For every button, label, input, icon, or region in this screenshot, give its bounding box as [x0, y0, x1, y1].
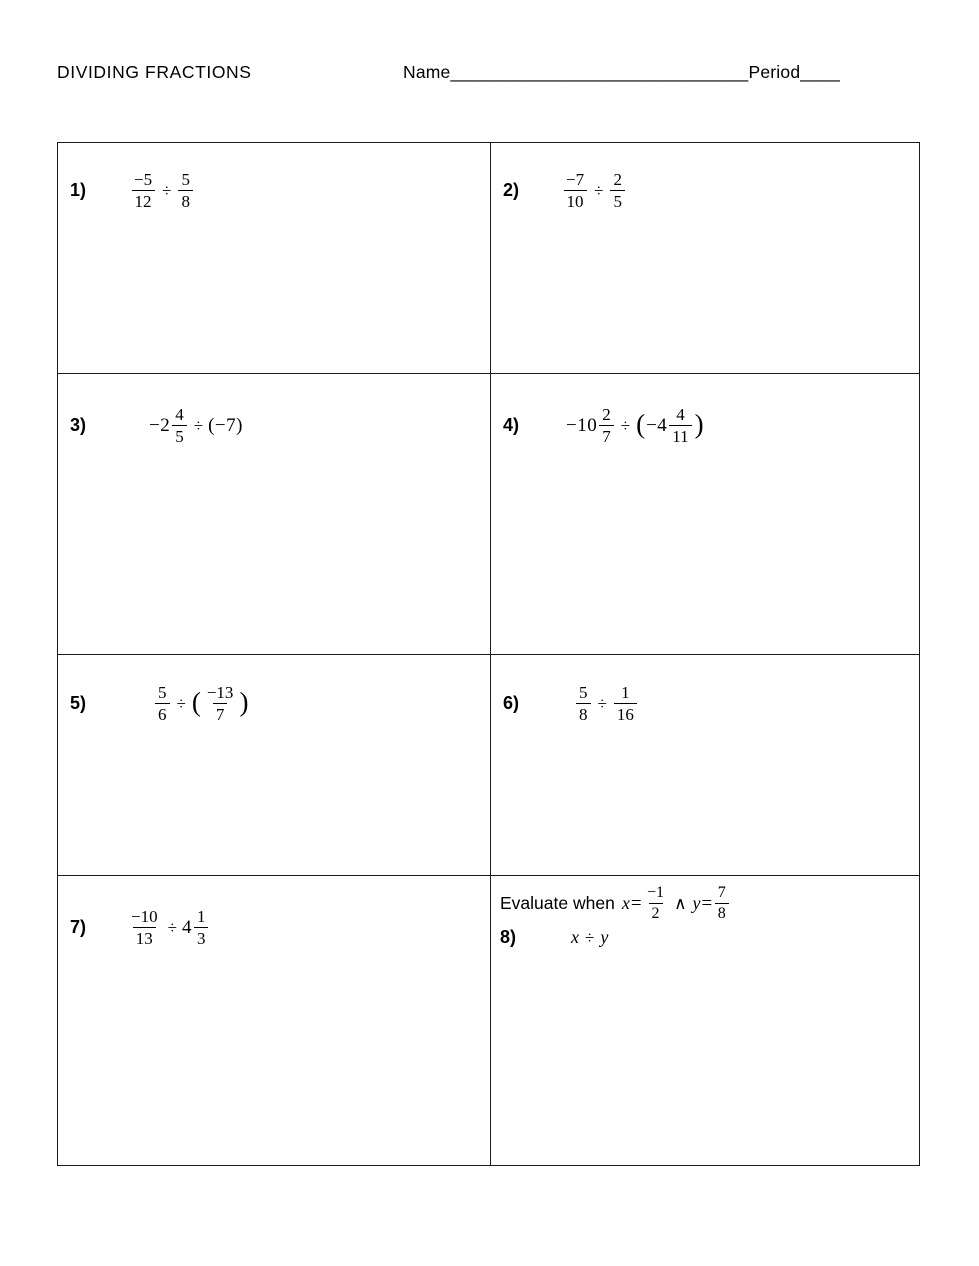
denominator: 7 [213, 703, 228, 725]
problem-1 [70, 143, 490, 212]
operator: ÷ [176, 693, 186, 713]
name-blank: ______________________________ [450, 62, 749, 82]
problem-cell-8 [490, 875, 919, 1165]
problem-7 [70, 876, 490, 949]
numerator: −7 [566, 170, 585, 189]
math-variable: x [571, 927, 579, 947]
fraction [599, 404, 614, 447]
denominator: 8 [576, 703, 591, 725]
problem-8 [500, 927, 919, 948]
fraction [204, 682, 237, 725]
problem-cell-6 [490, 654, 919, 875]
fraction [172, 404, 187, 447]
fraction [194, 906, 209, 949]
fraction [614, 682, 637, 725]
denominator: 6 [155, 703, 170, 725]
numerator: 5 [579, 683, 588, 702]
page-title: DIVIDING FRACTIONS [57, 62, 252, 82]
evaluate-text: Evaluate when [500, 893, 615, 913]
denominator: 5 [610, 190, 625, 212]
math-text: −2 [149, 414, 171, 436]
problem-expression [561, 169, 627, 212]
problem-cell-2 [490, 143, 919, 373]
operator: ÷ [193, 415, 204, 435]
fraction [131, 169, 155, 212]
problem-expression [570, 927, 609, 948]
parenthesis: ) [239, 687, 249, 717]
denominator: 10 [564, 190, 587, 212]
math-variable: x [621, 893, 630, 913]
denominator: 5 [172, 425, 187, 447]
problem-cell-1 [58, 143, 490, 373]
problem-expression [126, 906, 210, 949]
operator: ÷ [620, 415, 631, 435]
operator: ÷ [167, 917, 177, 937]
problem-cell-7 [58, 875, 490, 1165]
problem-3 [70, 374, 490, 447]
operator: ∧ [674, 893, 687, 913]
problem-cell-5 [58, 654, 490, 875]
fraction [715, 883, 729, 924]
operator: ÷ [585, 927, 595, 947]
math-text: −4 [646, 414, 668, 436]
fraction [644, 883, 667, 924]
numerator: 5 [158, 683, 167, 702]
name-period-line [403, 62, 840, 83]
denominator: 7 [599, 425, 614, 447]
problem-2 [503, 143, 919, 212]
evaluate-conditions [621, 883, 731, 924]
math-text: = [701, 892, 713, 914]
evaluate-instruction [500, 883, 919, 924]
problem-4 [503, 374, 919, 447]
problem-number: 6) [503, 693, 520, 713]
fraction [155, 682, 170, 725]
numerator: 2 [613, 170, 622, 189]
denominator: 11 [669, 425, 691, 447]
period-label: Period [748, 62, 801, 82]
problem-cell-4 [490, 373, 919, 654]
numerator: 4 [175, 405, 184, 424]
parenthesis: ( [636, 409, 646, 439]
problem-cell-3 [58, 373, 490, 654]
math-text: −10 [566, 414, 598, 436]
denominator: 12 [132, 190, 155, 212]
fraction [128, 906, 161, 949]
fraction [610, 169, 625, 212]
fraction [576, 682, 591, 725]
problem-number: 3) [70, 415, 87, 435]
denominator: 8 [715, 903, 729, 924]
name-label: Name [403, 62, 451, 82]
denominator: 16 [614, 703, 637, 725]
worksheet-table [57, 142, 920, 1166]
operator: ÷ [162, 180, 172, 200]
math-variable: y [600, 927, 609, 947]
numerator: 4 [676, 405, 685, 424]
fraction [563, 169, 587, 212]
numerator: 1 [196, 907, 206, 926]
numerator: 7 [717, 884, 726, 901]
parenthesis: ) [694, 409, 704, 439]
problem-number: 5) [70, 693, 87, 713]
problem-expression [129, 169, 195, 212]
problem-number: 8) [500, 927, 517, 947]
math-text: = [630, 892, 643, 914]
problem-expression [574, 682, 639, 725]
numerator: −10 [131, 907, 158, 926]
numerator: −13 [206, 683, 234, 702]
numerator: 2 [602, 405, 611, 424]
denominator: 3 [194, 927, 209, 949]
problem-expression [149, 404, 243, 447]
operator: ÷ [597, 693, 607, 713]
period-blank: ____ [800, 62, 840, 82]
denominator: 2 [649, 903, 663, 924]
problem-number: 2) [503, 180, 520, 200]
math-text: (−7) [208, 414, 243, 436]
numerator: 5 [181, 170, 190, 189]
math-variable: y [692, 893, 701, 913]
math-text: 4 [181, 916, 192, 938]
operator: ÷ [594, 180, 604, 200]
problem-number: 1) [70, 180, 87, 200]
fraction [669, 404, 691, 447]
problem-6 [503, 655, 919, 725]
fraction [178, 169, 193, 212]
problem-5 [70, 655, 490, 725]
denominator: 8 [178, 190, 193, 212]
numerator: 1 [621, 683, 630, 702]
problem-number: 7) [70, 917, 87, 937]
problem-expression [153, 682, 249, 725]
denominator: 13 [133, 927, 156, 949]
problem-expression [566, 404, 705, 447]
numerator: −5 [134, 170, 153, 189]
numerator: −1 [647, 884, 665, 901]
parenthesis: ( [191, 687, 201, 717]
problem-number: 4) [503, 415, 520, 435]
